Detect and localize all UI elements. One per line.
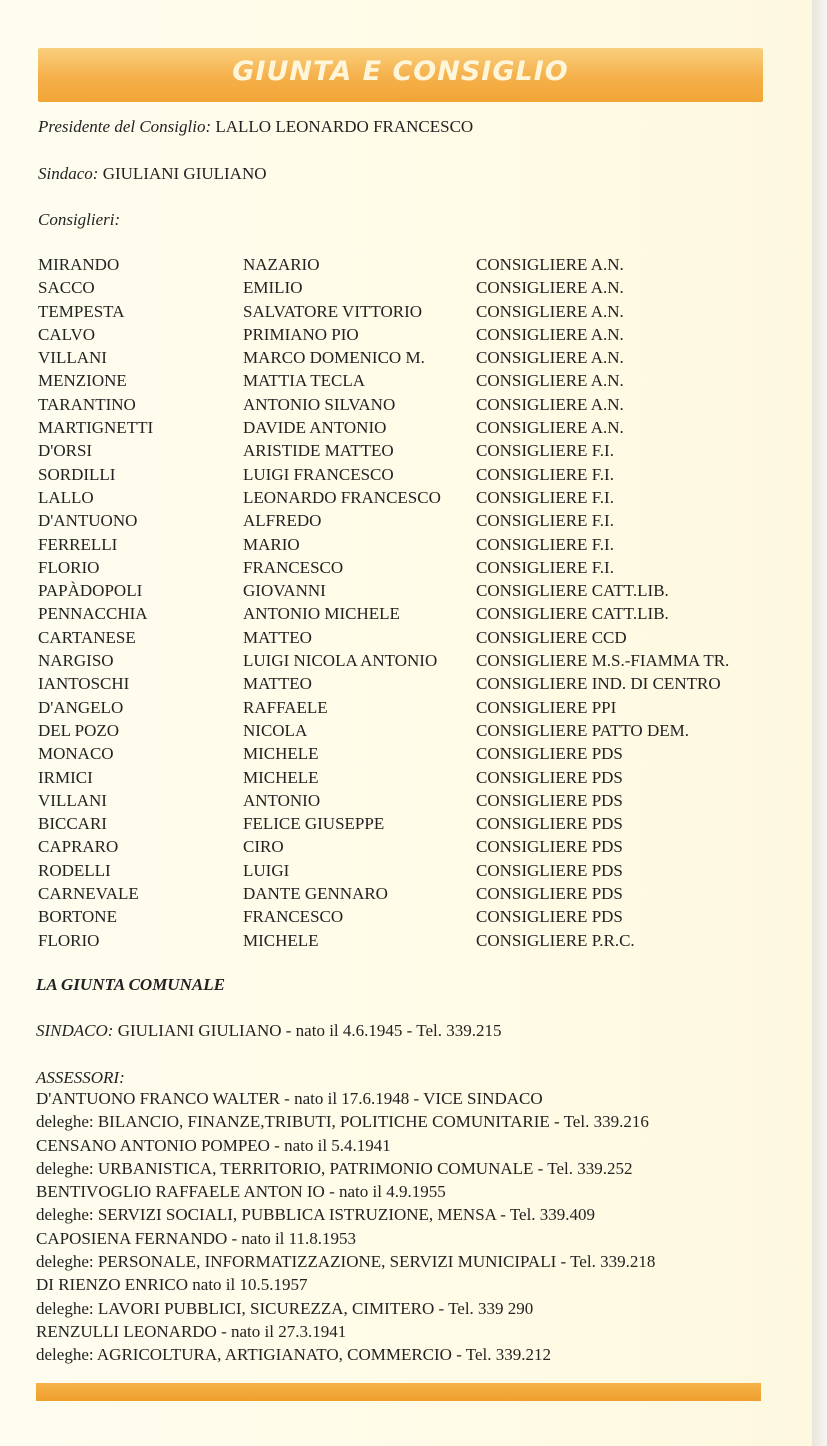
table-row	[38, 721, 778, 744]
nome-cell: FRANCESCO	[243, 907, 344, 927]
table-row	[38, 558, 778, 581]
sindaco-value: GIULIANI GIULIANO	[102, 164, 267, 183]
carica-cell: CONSIGLIERE A.N.	[476, 371, 624, 391]
assessore-line: BENTIVOGLIO RAFFAELE ANTON IO - nato il 4.9.1955	[36, 1182, 446, 1202]
cognome-cell: BORTONE	[38, 907, 117, 927]
assessore-line: DI RIENZO ENRICO nato il 10.5.1957	[36, 1275, 308, 1295]
table-row	[38, 441, 778, 464]
consiglieri-table	[38, 255, 778, 954]
cognome-cell: NARGISO	[38, 651, 114, 671]
table-row	[38, 674, 778, 697]
table-row	[38, 907, 778, 930]
table-row	[38, 837, 778, 860]
giunta-sindaco-line	[36, 1021, 501, 1041]
assessore-line: RENZULLI LEONARDO - nato il 27.3.1941	[36, 1321, 347, 1341]
cognome-cell: PAPÀDOPOLI	[38, 581, 143, 601]
table-row	[38, 698, 778, 721]
carica-cell: CONSIGLIERE A.N.	[476, 348, 624, 368]
footer-banner	[36, 1383, 761, 1401]
table-row	[38, 278, 778, 301]
assessore-line: deleghe: AGRICOLTURA, ARTIGIANATO, COMMERCIO - Tel. 339.212	[36, 1345, 552, 1365]
carica-cell: CONSIGLIERE F.I.	[476, 557, 614, 577]
table-row	[38, 255, 778, 278]
nome-cell: ARISTIDE MATTEO	[243, 441, 394, 461]
cognome-cell: BICCARI	[38, 814, 107, 834]
table-row	[38, 604, 778, 627]
nome-cell: ANTONIO	[243, 790, 321, 810]
table-row	[38, 348, 778, 371]
cognome-cell: IANTOSCHI	[38, 674, 130, 694]
nome-cell: RAFFAELE	[243, 697, 328, 717]
assessori-label: ASSESSORI:	[36, 1068, 125, 1087]
nome-cell: NICOLA	[243, 720, 308, 740]
nome-cell: ALFREDO	[243, 511, 322, 531]
cognome-cell: CARNEVALE	[38, 884, 139, 904]
cognome-cell: SACCO	[38, 278, 95, 298]
table-row	[38, 581, 778, 604]
table-row	[38, 768, 778, 791]
table-row	[38, 861, 778, 884]
cognome-cell: FLORIO	[38, 557, 100, 577]
table-row	[38, 418, 778, 441]
carica-cell: CONSIGLIERE PDS	[476, 814, 623, 834]
cognome-cell: FERRELLI	[38, 534, 118, 554]
nome-cell: MICHELE	[243, 744, 319, 764]
carica-cell: CONSIGLIERE F.I.	[476, 487, 614, 507]
assessore-line: CAPOSIENA FERNANDO - nato il 11.8.1953	[36, 1228, 357, 1248]
nome-cell: MATTEO	[243, 674, 312, 694]
table-row	[38, 814, 778, 837]
assessore-line: D'ANTUONO FRANCO WALTER - nato il 17.6.1948 - VICE SINDACO	[36, 1089, 543, 1108]
carica-cell: CONSIGLIERE CATT.LIB.	[476, 604, 669, 624]
cognome-cell: D'ORSI	[38, 441, 93, 461]
table-row	[38, 628, 778, 651]
nome-cell: LEONARDO FRANCESCO	[243, 487, 441, 507]
cognome-cell: D'ANTUONO	[38, 511, 138, 531]
cognome-cell: PENNACCHIA	[38, 604, 148, 624]
carica-cell: CONSIGLIERE PDS	[476, 860, 623, 880]
presidente-value: LALLO LEONARDO FRANCESCO	[215, 117, 474, 136]
nome-cell: NAZARIO	[243, 255, 320, 274]
table-row	[38, 744, 778, 767]
cognome-cell: VILLANI	[38, 348, 107, 368]
consiglieri-label: Consiglieri:	[38, 210, 121, 229]
table-row	[38, 884, 778, 907]
cognome-cell: MONACO	[38, 744, 114, 764]
nome-cell: MICHELE	[243, 930, 319, 950]
table-row	[38, 465, 778, 488]
nome-cell: MICHELE	[243, 767, 319, 787]
nome-cell: LUIGI	[243, 860, 290, 880]
carica-cell: CONSIGLIERE F.I.	[476, 464, 614, 484]
table-row	[38, 651, 778, 674]
carica-cell: CONSIGLIERE A.N.	[476, 418, 624, 438]
cognome-cell: SORDILLI	[38, 464, 116, 484]
carica-cell: CONSIGLIERE PDS	[476, 884, 623, 904]
cognome-cell: MENZIONE	[38, 371, 127, 391]
nome-cell: LUIGI NICOLA ANTONIO	[243, 651, 438, 671]
nome-cell: DAVIDE ANTONIO	[243, 418, 387, 438]
cognome-cell: TARANTINO	[38, 394, 136, 414]
nome-cell: EMILIO	[243, 278, 303, 298]
table-row	[38, 371, 778, 394]
table-row	[38, 535, 778, 558]
carica-cell: CONSIGLIERE IND. DI CENTRO	[476, 674, 721, 694]
cognome-cell: MIRANDO	[38, 255, 120, 274]
cognome-cell: FLORIO	[38, 930, 100, 950]
carica-cell: CONSIGLIERE PDS	[476, 767, 623, 787]
cognome-cell: IRMICI	[38, 767, 93, 787]
carica-cell: CONSIGLIERE M.S.-FIAMMA TR.	[476, 651, 730, 671]
cognome-cell: RODELLI	[38, 860, 111, 880]
carica-cell: CONSIGLIERE PPI	[476, 697, 617, 717]
table-row	[38, 302, 778, 325]
carica-cell: CONSIGLIERE A.N.	[476, 255, 624, 274]
carica-cell: CONSIGLIERE A.N.	[476, 324, 624, 344]
table-row	[38, 325, 778, 348]
cognome-cell: TEMPESTA	[38, 301, 125, 321]
presidente-line	[38, 117, 473, 137]
sindaco-label: Sindaco:	[38, 164, 99, 183]
assessore-line: deleghe: PERSONALE, INFORMATIZZAZIONE, SERVIZI MUNICIPALI - Tel. 339.218	[36, 1252, 656, 1272]
cognome-cell: VILLANI	[38, 790, 107, 810]
cognome-cell: CALVO	[38, 324, 95, 344]
carica-cell: CONSIGLIERE CCD	[476, 627, 627, 647]
table-row	[38, 511, 778, 534]
carica-cell: CONSIGLIERE PDS	[476, 907, 623, 927]
carica-cell: CONSIGLIERE A.N.	[476, 394, 624, 414]
carica-cell: CONSIGLIERE PDS	[476, 744, 623, 764]
cognome-cell: CARTANESE	[38, 627, 136, 647]
nome-cell: CIRO	[243, 837, 284, 857]
cognome-cell: DEL POZO	[38, 720, 120, 740]
table-row	[38, 488, 778, 511]
table-row	[38, 791, 778, 814]
table-row	[38, 931, 778, 954]
assessore-line: deleghe: URBANISTICA, TERRITORIO, PATRIMONIO COMUNALE - Tel. 339.252	[36, 1158, 633, 1178]
nome-cell: MATTEO	[243, 627, 312, 647]
nome-cell: MARIO	[243, 534, 300, 554]
nome-cell: FELICE GIUSEPPE	[243, 814, 385, 834]
sindaco-line	[38, 164, 267, 184]
assessore-line: deleghe: LAVORI PUBBLICI, SICUREZZA, CIMITERO - Tel. 339 290	[36, 1298, 534, 1318]
carica-cell: CONSIGLIERE A.N.	[476, 301, 624, 321]
nome-cell: DANTE GENNARO	[243, 884, 388, 904]
carica-cell: CONSIGLIERE F.I.	[476, 441, 614, 461]
carica-cell: CONSIGLIERE F.I.	[476, 534, 614, 554]
page-edge	[812, 0, 827, 1446]
header-banner	[38, 48, 763, 102]
giunta-sindaco-label: SINDACO:	[36, 1021, 114, 1040]
assessore-line: CENSANO ANTONIO POMPEO - nato il 5.4.1941	[36, 1135, 391, 1155]
cognome-cell: CAPRARO	[38, 837, 119, 857]
presidente-label: Presidente del Consiglio:	[38, 117, 212, 136]
assessore-line: deleghe: SERVIZI SOCIALI, PUBBLICA ISTRUZIONE, MENSA - Tel. 339.409	[36, 1205, 596, 1225]
carica-cell: CONSIGLIERE A.N.	[476, 278, 624, 298]
nome-cell: GIOVANNI	[243, 581, 326, 601]
table-row	[38, 395, 778, 418]
cognome-cell: D'ANGELO	[38, 697, 124, 717]
assessori-list	[36, 1089, 796, 1369]
carica-cell: CONSIGLIERE PDS	[476, 790, 623, 810]
nome-cell: PRIMIANO PIO	[243, 324, 359, 344]
carica-cell: CONSIGLIERE CATT.LIB.	[476, 581, 669, 601]
carica-cell: CONSIGLIERE F.I.	[476, 511, 614, 531]
nome-cell: MARCO DOMENICO M.	[243, 348, 425, 368]
nome-cell: ANTONIO MICHELE	[243, 604, 400, 624]
giunta-title: LA GIUNTA COMUNALE	[36, 975, 225, 994]
cognome-cell: MARTIGNETTI	[38, 418, 154, 438]
nome-cell: SALVATORE VITTORIO	[243, 301, 423, 321]
nome-cell: ANTONIO SILVANO	[243, 394, 396, 414]
carica-cell: CONSIGLIERE PDS	[476, 837, 623, 857]
giunta-sindaco-value: GIULIANI GIULIANO - nato il 4.6.1945 - Tel. 339.215	[117, 1021, 502, 1040]
page-title: GIUNTA E CONSIGLIO	[232, 56, 569, 87]
carica-cell: CONSIGLIERE PATTO DEM.	[476, 720, 689, 740]
cognome-cell: LALLO	[38, 487, 94, 507]
nome-cell: LUIGI FRANCESCO	[243, 464, 394, 484]
nome-cell: FRANCESCO	[243, 557, 344, 577]
assessore-line: deleghe: BILANCIO, FINANZE,TRIBUTI, POLITICHE COMUNITARIE - Tel. 339.216	[36, 1112, 649, 1132]
nome-cell: MATTIA TECLA	[243, 371, 365, 391]
carica-cell: CONSIGLIERE P.R.C.	[476, 930, 635, 950]
